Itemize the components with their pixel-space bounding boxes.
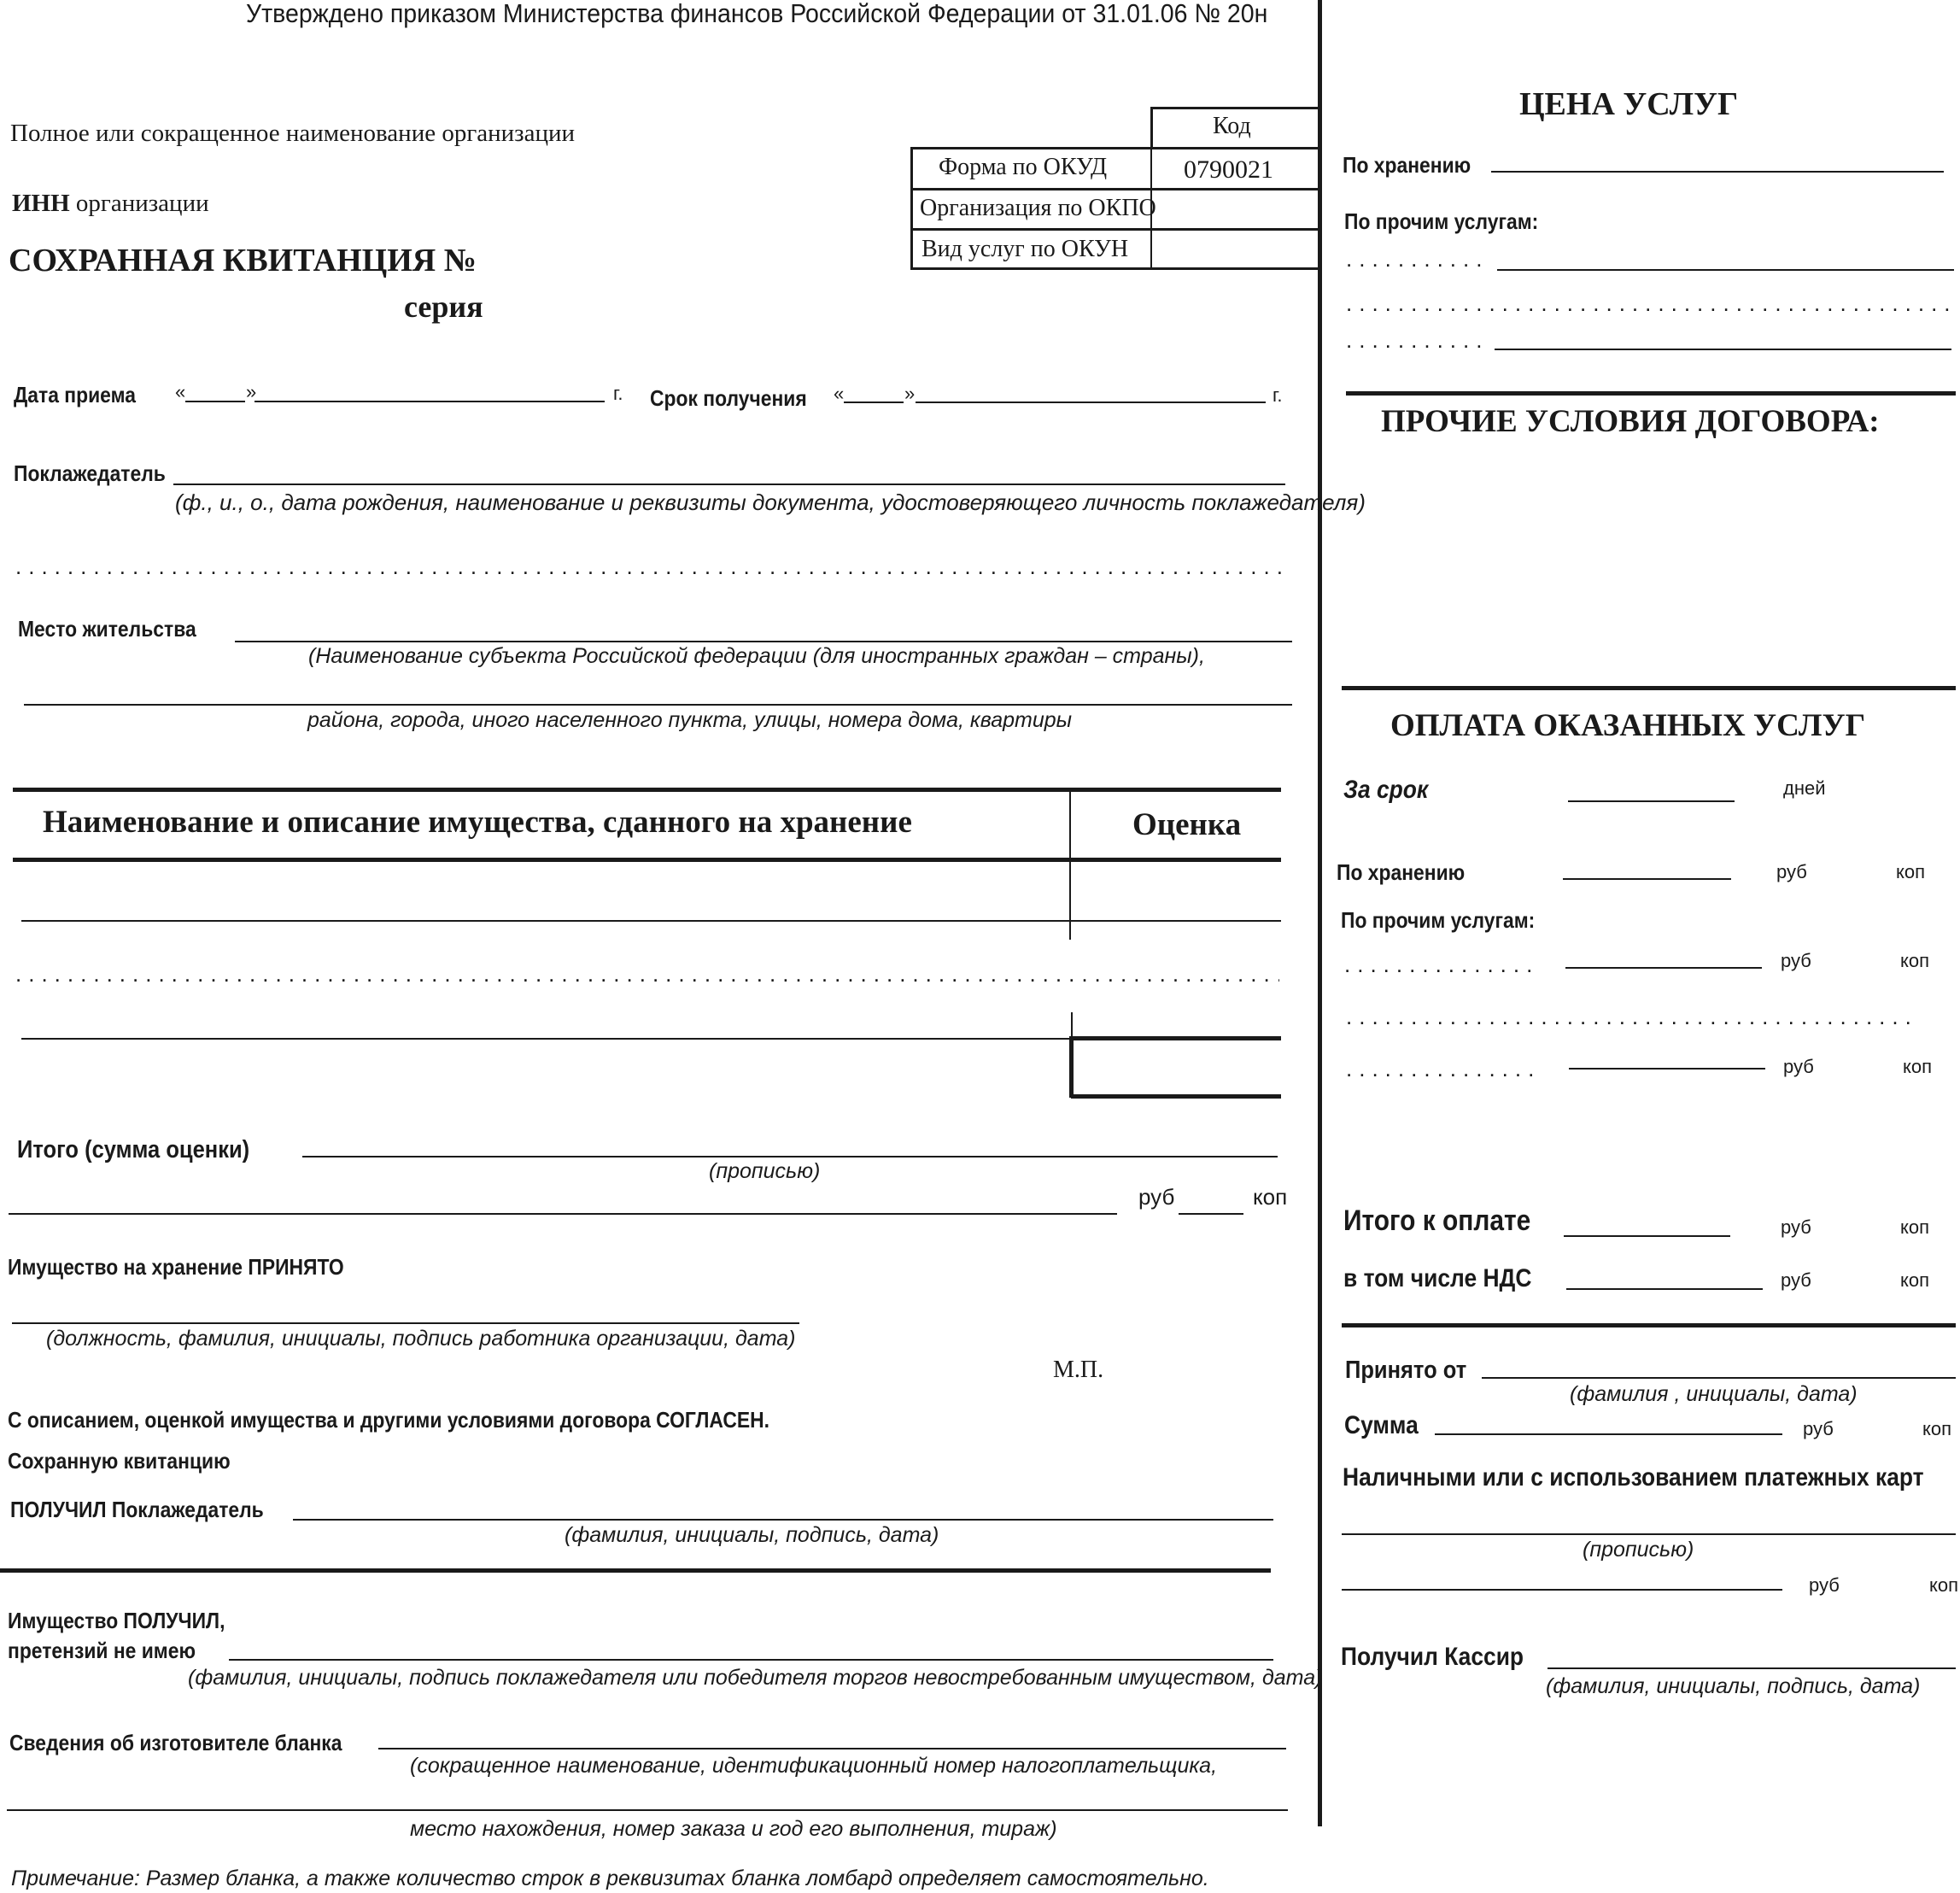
- conditions-title: ПРОЧИЕ УСЛОВИЯ ДОГОВОРА:: [1381, 404, 1880, 439]
- table-header-border: [13, 858, 1281, 862]
- accepted-label: Имущество на хранение ПРИНЯТО: [8, 1254, 344, 1280]
- code-value-okud[interactable]: 0790021: [1184, 155, 1273, 184]
- payment-other-rub-3: руб: [1783, 1056, 1814, 1077]
- price-other-dots-2[interactable]: [1346, 290, 1954, 317]
- sum-rub: руб: [1803, 1418, 1834, 1439]
- payment-method-field[interactable]: [1342, 1533, 1956, 1535]
- payment-other-dots-1: [1344, 952, 1541, 978]
- received-by-depositor-label: ПОЛУЧИЛ Поклажедатель: [10, 1497, 264, 1522]
- residence-field[interactable]: [235, 641, 1292, 642]
- payment-title: ОПЛАТА ОКАЗАННЫХ УСЛУГ: [1390, 708, 1866, 743]
- payment-words-rub: руб: [1809, 1574, 1840, 1596]
- accepted-field[interactable]: [12, 1322, 799, 1324]
- sum-field[interactable]: [1435, 1433, 1782, 1435]
- payment-storage-rub: руб: [1776, 861, 1807, 882]
- returned-label-2: претензий не имею: [8, 1638, 196, 1663]
- payment-method-label: Наличными или с использованием платежных карт: [1343, 1463, 1924, 1492]
- due-day-field[interactable]: [844, 401, 904, 403]
- due-quote-close: »: [904, 383, 916, 404]
- price-other-dots-3: [1346, 327, 1487, 354]
- accept-date-label: Дата приема: [14, 382, 136, 407]
- payment-period-field[interactable]: [1568, 800, 1735, 802]
- price-storage-field[interactable]: [1491, 171, 1944, 173]
- payment-vat-label: в том числе НДС: [1343, 1264, 1532, 1292]
- received-by-depositor-caption: (фамилия, инициалы, подпись, дата): [565, 1523, 939, 1547]
- total-kop-label: коп: [1253, 1184, 1288, 1210]
- manufacturer-label: Сведения об изготовителе бланка: [9, 1730, 342, 1755]
- received-from-caption: (фамилия , инициалы, дата): [1570, 1382, 1858, 1406]
- residence-field-2[interactable]: [24, 704, 1292, 706]
- accept-month-field[interactable]: [255, 401, 605, 402]
- table-row-dotted[interactable]: [15, 961, 1279, 988]
- due-date-label: Срок получения: [650, 385, 807, 411]
- payment-total-label: Итого к оплате: [1343, 1204, 1531, 1237]
- sum-kop: коп: [1922, 1418, 1952, 1439]
- payment-period-label: За срок: [1343, 776, 1429, 804]
- code-header: Код: [1213, 113, 1251, 139]
- table-row-1[interactable]: [21, 920, 1281, 922]
- page-divider: [1318, 0, 1322, 1826]
- accept-quote-close: »: [246, 381, 257, 402]
- received-from-label: Принято от: [1345, 1357, 1467, 1384]
- code-row-divider-2: [910, 228, 1320, 231]
- approval-note: Утверждено приказом Министерства финансов Российской Федерации от 31.01.06 № 20н: [246, 0, 1268, 28]
- receipt-series: серия: [404, 290, 483, 324]
- cashier-caption: (фамилия, инициалы, подпись, дата): [1546, 1674, 1921, 1698]
- inn-rest: организации: [75, 190, 209, 217]
- received-by-depositor-field[interactable]: [293, 1519, 1273, 1521]
- manufacturer-field-2[interactable]: [7, 1809, 1288, 1811]
- agreement-text: С описанием, оценкой имущества и другими условиями договора СОГЛАСЕН.: [8, 1407, 770, 1433]
- org-name-label: Полное или сокращенное наименование организации: [10, 120, 576, 147]
- returned-field[interactable]: [229, 1659, 1273, 1661]
- total-caption: (прописью): [709, 1159, 821, 1183]
- tear-line: [0, 1568, 1271, 1573]
- depositor-field[interactable]: [173, 484, 1285, 485]
- cashier-field[interactable]: [1548, 1667, 1956, 1669]
- code-row-divider-1: [910, 188, 1320, 190]
- footnote: Примечание: Размер бланка, а также количество строк в реквизитах бланка ломбард определяет самостоятельно.: [11, 1867, 1209, 1890]
- payment-other-field-1[interactable]: [1565, 967, 1762, 969]
- depositor-label: Поклажедатель: [14, 460, 166, 486]
- payment-total-rub: руб: [1781, 1216, 1811, 1238]
- cashier-top-border: [1342, 1323, 1956, 1327]
- payment-method-caption: (прописью): [1583, 1538, 1694, 1562]
- received-from-field[interactable]: [1482, 1377, 1956, 1379]
- accepted-caption: (должность, фамилия, инициалы, подпись работника организации, дата): [46, 1327, 796, 1351]
- payment-other-label: По прочим услугам:: [1341, 907, 1536, 933]
- table-top-border: [13, 788, 1281, 792]
- total-field[interactable]: [302, 1156, 1278, 1157]
- valuation-total-bottom: [1071, 1094, 1281, 1099]
- payment-other-dots-3: [1346, 1056, 1542, 1082]
- payment-other-rub-1: руб: [1781, 950, 1811, 971]
- receipt-line: Сохранную квитанцию: [8, 1448, 231, 1474]
- stamp-label: М.П.: [1053, 1357, 1104, 1383]
- inn-bold: ИНН: [12, 190, 70, 217]
- payment-words-kop: коп: [1929, 1574, 1959, 1596]
- payment-words-field[interactable]: [1342, 1589, 1782, 1591]
- price-other-label: По прочим услугам:: [1344, 208, 1539, 234]
- valuation-total-left: [1069, 1036, 1074, 1098]
- payment-vat-kop: коп: [1900, 1269, 1930, 1291]
- total-field-2[interactable]: [9, 1213, 1117, 1215]
- payment-other-kop-3: коп: [1903, 1056, 1933, 1077]
- table-header-description: Наименование и описание имущества, сданного на хранение: [43, 805, 912, 840]
- payment-storage-kop: коп: [1896, 861, 1926, 882]
- depositor-caption: (ф., и., о., дата рождения, наименование и реквизиты документа, удостоверяющего личность поклажедателя): [175, 489, 1366, 515]
- table-col-divider: [1069, 790, 1071, 940]
- payment-other-field-3[interactable]: [1569, 1068, 1765, 1070]
- payment-vat-field[interactable]: [1566, 1288, 1763, 1290]
- payment-storage-field[interactable]: [1563, 878, 1731, 880]
- manufacturer-caption-1: (сокращенное наименование, идентификационный номер налогоплательщика,: [410, 1754, 1218, 1778]
- due-year-suffix: г.: [1273, 384, 1283, 406]
- manufacturer-caption-2: место нахождения, номер заказа и год его выполнения, тираж): [410, 1817, 1057, 1841]
- payment-other-kop-1: коп: [1900, 950, 1930, 971]
- org-inn-label: [12, 190, 209, 218]
- receipt-title: СОХРАННАЯ КВИТАНЦИЯ №: [9, 243, 477, 278]
- returned-caption: (фамилия, инициалы, подпись поклажедателя или победителя торгов невостребованным имуществом, дата): [188, 1666, 1323, 1690]
- table-header-valuation: Оценка: [1132, 807, 1242, 842]
- total-rub-label: руб: [1138, 1184, 1175, 1210]
- price-title: ЦЕНА УСЛУГ: [1519, 86, 1739, 122]
- accept-year-suffix: г.: [613, 383, 623, 404]
- total-kop-field[interactable]: [1179, 1213, 1243, 1215]
- payment-vat-rub: руб: [1781, 1269, 1811, 1291]
- payment-other-dots-2[interactable]: [1346, 1004, 1916, 1030]
- payment-days-label: дней: [1783, 777, 1826, 799]
- due-month-field[interactable]: [916, 401, 1266, 403]
- payment-storage-label: По хранению: [1337, 859, 1466, 885]
- payment-top-border: [1342, 686, 1956, 690]
- residence-caption-2: района, города, иного населенного пункта, улицы, номера дома, квартиры: [307, 708, 1073, 732]
- due-quote-open: «: [834, 383, 845, 404]
- residence-caption-1: (Наименование субъекта Российской федерации (для иностранных граждан – страны),: [308, 644, 1205, 668]
- code-label-okud: Форма по ОКУД: [939, 154, 1108, 180]
- payment-total-kop: коп: [1900, 1216, 1930, 1238]
- total-label: Итого (сумма оценки): [17, 1136, 250, 1163]
- conditions-top-border: [1346, 391, 1956, 396]
- cashier-label: Получил Кассир: [1341, 1643, 1524, 1671]
- price-storage-label: По хранению: [1343, 152, 1471, 178]
- code-label-okpo: Организация по ОКПО: [920, 195, 1156, 221]
- valuation-total-top: [1071, 1036, 1281, 1040]
- depositor-extra-line[interactable]: [15, 554, 1288, 580]
- payment-total-field[interactable]: [1564, 1235, 1730, 1237]
- accept-day-field[interactable]: [185, 401, 245, 402]
- accept-quote-open: «: [175, 381, 186, 402]
- price-other-field-1[interactable]: [1497, 269, 1954, 271]
- manufacturer-field[interactable]: [378, 1748, 1286, 1749]
- sum-label: Сумма: [1344, 1411, 1419, 1439]
- returned-label-1: Имущество ПОЛУЧИЛ,: [8, 1608, 225, 1633]
- residence-label: Место жительства: [18, 616, 196, 642]
- code-label-okun: Вид услуг по ОКУН: [921, 236, 1129, 262]
- price-other-dots-1: [1346, 246, 1489, 273]
- table-col-divider-lower: [1071, 1012, 1073, 1038]
- price-other-field-3[interactable]: [1495, 349, 1951, 350]
